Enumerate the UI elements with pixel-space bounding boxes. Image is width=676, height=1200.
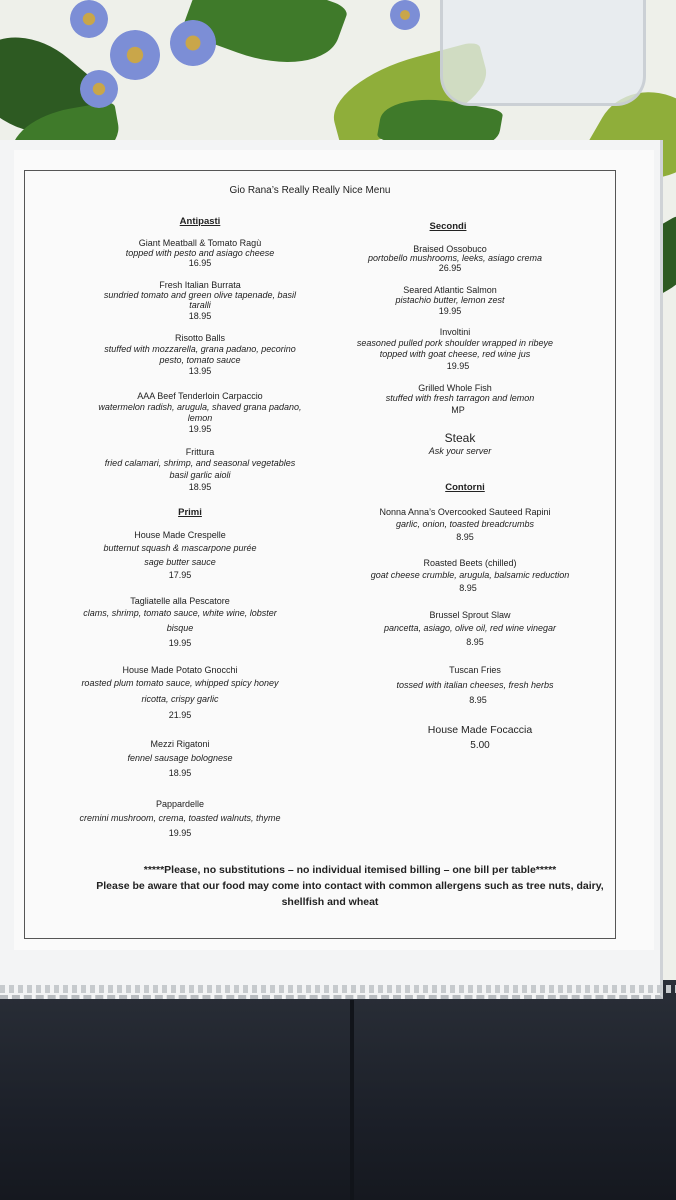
section-heading-secondi: Secondi [429,221,467,232]
menu-item-desc: goat cheese crumble, arugula, balsamic reduction [370,570,570,580]
menu-item-name: Fresh Italian Burrata [159,280,241,290]
menu-item-desc: portobello mushrooms, leeks, asiago crema [367,253,543,263]
menu-item-price: 8.95 [469,695,487,705]
flower-decoration [170,20,216,66]
menu-item-price: 8.95 [466,637,484,647]
flower-decoration [110,30,160,80]
menu-item-price: 18.95 [188,311,212,321]
flower-decoration [80,70,118,108]
menu-item-price: 19.95 [446,361,470,371]
menu-item-price: 19.95 [188,424,212,434]
menu-item-desc: topped with pesto and asiago cheese [125,248,275,258]
menu-item-desc: ricotta, crispy garlic [141,694,219,704]
menu-item-desc: cremini mushroom, crema, toasted walnuts, thyme [79,813,281,823]
menu-item-name: Frittura [185,447,215,457]
steak-label: Steak [444,431,476,445]
menu-item-desc: stuffed with mozzarella, grana padano, pecorino [104,344,296,354]
menu-item-desc: sage butter sauce [144,557,216,567]
menu-item-desc: stuffed with fresh tarragon and lemon [385,393,535,403]
section-heading-primi: Primi [178,507,202,518]
steak-note: Ask your server [428,446,492,456]
menu-item-name: Nonna Anna’s Overcooked Sauteed Rapini [379,507,551,517]
menu-item-price: 26.95 [438,263,462,273]
menu-item-desc: basil garlic aioli [169,470,231,480]
focaccia-label: House Made Focaccia [427,724,533,736]
menu-item-desc: clams, shrimp, tomato sauce, white wine, lobster [83,608,277,618]
menu-item-name: Braised Ossobuco [413,244,487,254]
menu-item-name: Risotto Balls [174,333,226,343]
menu-item-name: Involtini [439,327,471,337]
menu-item-desc: garlic, onion, toasted breadcrumbs [395,519,535,529]
menu-item-name: Grilled Whole Fish [418,383,492,393]
menu-item-name: House Made Potato Gnocchi [122,665,238,675]
menu-title: Gio Rana’s Really Really Nice Menu [229,185,391,196]
menu-item-desc: pancetta, asiago, olive oil, red wine vinegar [383,623,557,633]
section-heading-antipasti: Antipasti [179,216,221,227]
menu-item-price: 8.95 [459,583,477,593]
menu-item-name: Tuscan Fries [449,665,501,675]
menu-item-name: Brussel Sprout Slaw [429,610,511,620]
allergen-notice: Please be aware that our food may come into contact with common allergens such as tree nuts, dairy, [96,880,604,892]
allergen-notice-cont: shellfish and wheat [281,896,379,908]
menu-item-price: 17.95 [168,570,192,580]
flower-decoration [390,0,420,30]
menu-item-name: Roasted Beets (chilled) [423,558,517,568]
drinking-glass [440,0,646,106]
section-heading-contorni: Contorni [445,482,485,493]
menu-item-name: Tagliatelle alla Pescatore [130,596,230,606]
menu-item-price: 21.95 [168,710,192,720]
menu-item-desc: watermelon radish, arugula, shaved grana padano, [98,402,302,412]
menu-item-price: 13.95 [188,366,212,376]
menu-item-desc: pistachio butter, lemon zest [395,295,505,305]
menu-item-price: 8.95 [456,532,474,542]
menu-item-price: 19.95 [168,828,192,838]
menu-item-desc: seasoned pulled pork shoulder wrapped in ribeye [356,338,554,348]
menu-item-price: 18.95 [168,768,192,778]
flower-decoration [70,0,108,38]
menu-item-name: AAA Beef Tenderloin Carpaccio [137,391,263,401]
menu-item-desc: fried calamari, shrimp, and seasonal vegetables [104,458,296,468]
menu-item-price: 19.95 [438,306,462,316]
menu-item-desc: butternut squash & mascarpone purée [103,543,257,553]
dark-fabric [0,980,676,1200]
menu-item-desc: sundried tomato and green olive tapenade, basil [103,290,297,300]
billing-notice: *****Please, no substitutions – no individual itemised billing – one bill per table***** [143,864,557,876]
menu-item-name: House Made Crespelle [134,530,226,540]
menu-item-price: MP [451,405,465,415]
menu-item-desc: taralli [189,300,211,310]
menu-item-price: 19.95 [168,638,192,648]
menu-item-desc: lemon [187,413,213,423]
fabric-fold [350,1000,354,1200]
menu-item-desc: fennel sausage bolognese [127,753,233,763]
menu-item-name: Mezzi Rigatoni [150,739,210,749]
sleeve-perforation [0,985,676,993]
menu-item-price: 18.95 [188,482,212,492]
menu-item-price: 16.95 [188,258,212,268]
menu-item-desc: topped with goat cheese, red wine jus [379,349,531,359]
menu-item-desc: pesto, tomato sauce [159,355,241,365]
menu-item-desc: bisque [166,623,194,633]
menu-item-desc: tossed with italian cheeses, fresh herbs [396,680,554,690]
menu-item-desc: roasted plum tomato sauce, whipped spicy honey [81,678,279,688]
menu-item-name: Seared Atlantic Salmon [403,285,497,295]
menu-item-name: Pappardelle [155,799,205,809]
focaccia-price: 5.00 [470,740,490,751]
menu-item-name: Giant Meatball & Tomato Ragù [138,238,262,248]
